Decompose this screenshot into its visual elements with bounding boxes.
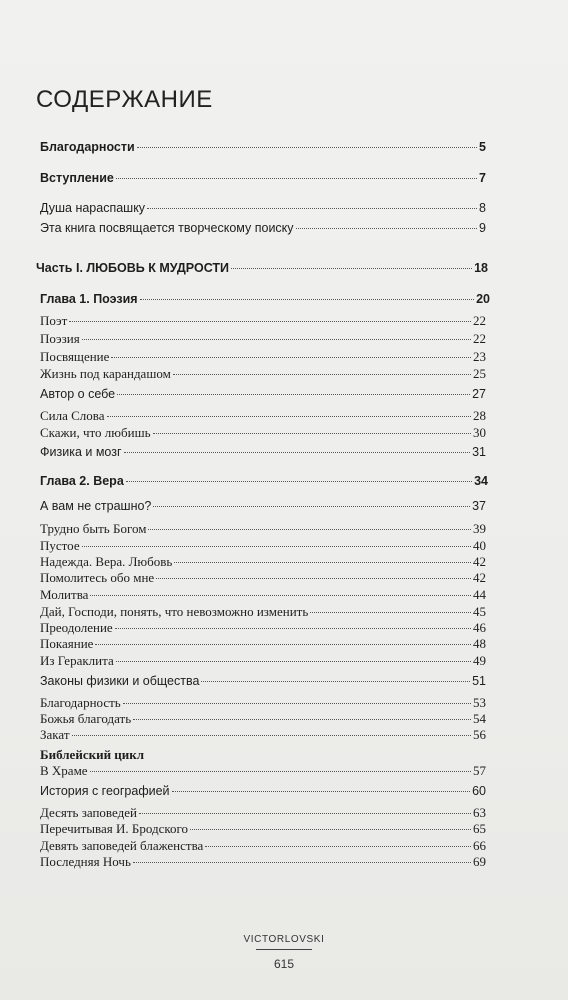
toc-entry-title: Поэзия <box>40 331 80 346</box>
toc-entry <box>40 425 486 441</box>
toc-entry-title: Глава 1. Поэзия <box>40 292 138 306</box>
dot-leader <box>126 481 472 482</box>
dot-leader <box>153 433 471 434</box>
toc-entry-page: 28 <box>473 408 486 423</box>
toc-entry-title: Законы физики и общества <box>40 674 200 688</box>
toc-entry-page: 54 <box>473 711 486 726</box>
dot-leader <box>231 268 472 269</box>
brand-underline <box>256 949 312 950</box>
toc-entry-title: Душа нараспашку <box>40 201 146 215</box>
dot-leader <box>133 862 471 863</box>
toc-entry-title: Десять заповедей <box>40 805 137 820</box>
toc-entry-title: Помолитесь обо мне <box>40 570 155 585</box>
toc-entry <box>40 854 486 870</box>
toc-entry-page: 53 <box>473 695 486 710</box>
dot-leader <box>111 357 471 358</box>
toc-entry-page: 31 <box>472 445 486 459</box>
toc-entry-page: 34 <box>474 474 488 488</box>
dot-leader <box>116 178 477 179</box>
toc-entry-title: Поэт <box>40 313 68 328</box>
toc-entry <box>40 587 486 603</box>
toc-entry <box>40 474 488 488</box>
toc-entry-title: Последняя Ночь <box>40 854 131 869</box>
dot-leader <box>124 452 471 453</box>
toc-entry-page: 18 <box>474 261 488 275</box>
toc-entry <box>40 445 486 459</box>
page-number: 615 <box>273 957 295 971</box>
toc-entry-page: 57 <box>473 763 486 778</box>
toc-entry <box>40 521 486 537</box>
toc-entry-page: 44 <box>473 587 486 602</box>
toc-entry <box>40 313 486 329</box>
toc-entry <box>40 838 486 854</box>
dot-leader <box>201 681 470 682</box>
toc-entry <box>40 499 486 513</box>
toc-entry-title: Скажи, что любишь <box>40 425 151 440</box>
dot-leader <box>82 339 471 340</box>
toc-entry-title: Глава 2. Вера <box>40 474 124 488</box>
toc-entry-title: Надежда. Вера. Любовь <box>40 554 173 569</box>
toc-entry <box>40 538 486 554</box>
dot-leader <box>139 813 471 814</box>
toc-entry-title: Закат <box>40 727 70 742</box>
dot-leader <box>310 612 471 613</box>
toc-entry <box>40 763 486 779</box>
toc-entry <box>40 221 486 235</box>
toc-entry <box>40 570 486 586</box>
dot-leader <box>173 374 471 375</box>
toc-entry <box>40 554 486 570</box>
toc-entry-page: 37 <box>472 499 486 513</box>
toc-entry-title: Благодарности <box>40 140 135 154</box>
toc-entry <box>40 387 486 401</box>
toc-entry-title: Благодарность <box>40 695 121 710</box>
dot-leader <box>153 506 470 507</box>
toc-entry <box>40 747 486 763</box>
toc-entry <box>40 674 486 688</box>
dot-leader <box>205 846 471 847</box>
toc-entry-page: 45 <box>473 604 486 619</box>
dot-leader <box>123 703 471 704</box>
toc-entry-title: История с географией <box>40 784 170 798</box>
toc-entry-page: 42 <box>473 570 486 585</box>
toc-entry-title: Эта книга посвящается творческому поиску <box>40 221 294 235</box>
toc-entry-page: 5 <box>479 140 486 154</box>
toc-entry <box>40 821 486 837</box>
toc-entry-page: 46 <box>473 620 486 635</box>
dot-leader <box>90 595 471 596</box>
toc-entry-page: 30 <box>473 425 486 440</box>
toc-entry-title: Библейский цикл <box>40 747 145 762</box>
toc-entry-page: 8 <box>479 201 486 215</box>
dot-leader <box>107 416 471 417</box>
toc-entry-title: Из Гераклита <box>40 653 114 668</box>
toc-entry <box>40 408 486 424</box>
toc-entry-page: 9 <box>479 221 486 235</box>
toc-entry <box>40 331 486 347</box>
toc-entry-title: Трудно быть Богом <box>40 521 147 536</box>
toc-entry-page: 60 <box>472 784 486 798</box>
toc-entry-title: А вам не страшно? <box>40 499 152 513</box>
toc-entry-page: 65 <box>473 821 486 836</box>
toc-entry-page: 66 <box>473 838 486 853</box>
toc-entry-page: 51 <box>472 674 486 688</box>
toc-entry-page: 27 <box>472 387 486 401</box>
dot-leader <box>148 529 471 530</box>
dot-leader <box>69 321 471 322</box>
toc-entry <box>40 805 486 821</box>
toc-entry-page: 49 <box>473 653 486 668</box>
dot-leader <box>115 628 471 629</box>
toc-entry-page: 22 <box>473 313 486 328</box>
toc-entry <box>40 349 486 365</box>
toc-entry-page: 20 <box>476 292 490 306</box>
dot-leader <box>190 829 471 830</box>
dot-leader <box>147 208 477 209</box>
toc-entry <box>40 695 486 711</box>
toc-entry <box>40 201 486 215</box>
toc-entry-title: В Храме <box>40 763 88 778</box>
toc-entry-title: Жизнь под карандашом <box>40 366 171 381</box>
toc-entry <box>40 711 486 727</box>
page-title: СОДЕРЖАНИЕ <box>36 86 213 113</box>
dot-leader <box>95 644 471 645</box>
toc-entry-page: 40 <box>473 538 486 553</box>
toc-entry <box>40 636 486 652</box>
dot-leader <box>140 299 475 300</box>
toc-entry-title: Посвящение <box>40 349 110 364</box>
toc-entry-page: 25 <box>473 366 486 381</box>
dot-leader <box>90 771 471 772</box>
toc-entry-title: Часть I. ЛЮБОВЬ К МУДРОСТИ <box>36 261 230 275</box>
toc-entry <box>40 604 486 620</box>
toc-entry-title: Физика и мозг <box>40 445 122 459</box>
toc-entry-page: 69 <box>473 854 486 869</box>
dot-leader <box>296 228 478 229</box>
dot-leader <box>172 791 471 792</box>
dot-leader <box>137 147 477 148</box>
toc-entry-title: Вступление <box>40 171 114 185</box>
toc-entry-title: Пустое <box>40 538 80 553</box>
toc-entry <box>40 171 486 185</box>
toc-entry-title: Молитва <box>40 587 89 602</box>
dot-leader <box>116 661 471 662</box>
toc-entry-title: Девять заповедей блаженства <box>40 838 204 853</box>
toc-entry-title: Покаяние <box>40 636 94 651</box>
toc-entry <box>40 727 486 743</box>
dot-leader <box>156 578 471 579</box>
toc-entry <box>40 620 486 636</box>
toc-entry-title: Сила Слова <box>40 408 105 423</box>
toc-entry-page: 48 <box>473 636 486 651</box>
toc-entry <box>40 784 486 798</box>
toc-entry-title: Перечитывая И. Бродского <box>40 821 189 836</box>
publisher-brand: VICTORLOVSKI <box>243 934 325 945</box>
toc-entry-page: 63 <box>473 805 486 820</box>
toc-entry-page: 56 <box>473 727 486 742</box>
toc-entry-page: 22 <box>473 331 486 346</box>
dot-leader <box>82 546 471 547</box>
toc-entry-title: Автор о себе <box>40 387 116 401</box>
toc-entry-title: Дай, Господи, понять, что невозможно изменить <box>40 604 309 619</box>
toc-entry <box>40 292 490 306</box>
toc-entry <box>40 140 486 154</box>
dot-leader <box>133 719 471 720</box>
dot-leader <box>117 394 470 395</box>
toc-entry <box>36 261 488 275</box>
toc-entry-page: 42 <box>473 554 486 569</box>
dot-leader <box>174 562 471 563</box>
toc-entry-title: Преодоление <box>40 620 113 635</box>
toc-entry-page: 7 <box>479 171 486 185</box>
toc-entry <box>40 653 486 669</box>
toc-entry-title: Божья благодать <box>40 711 132 726</box>
toc-entry <box>40 366 486 382</box>
toc-entry-page: 39 <box>473 521 486 536</box>
dot-leader <box>72 735 471 736</box>
toc-entry-page: 23 <box>473 349 486 364</box>
